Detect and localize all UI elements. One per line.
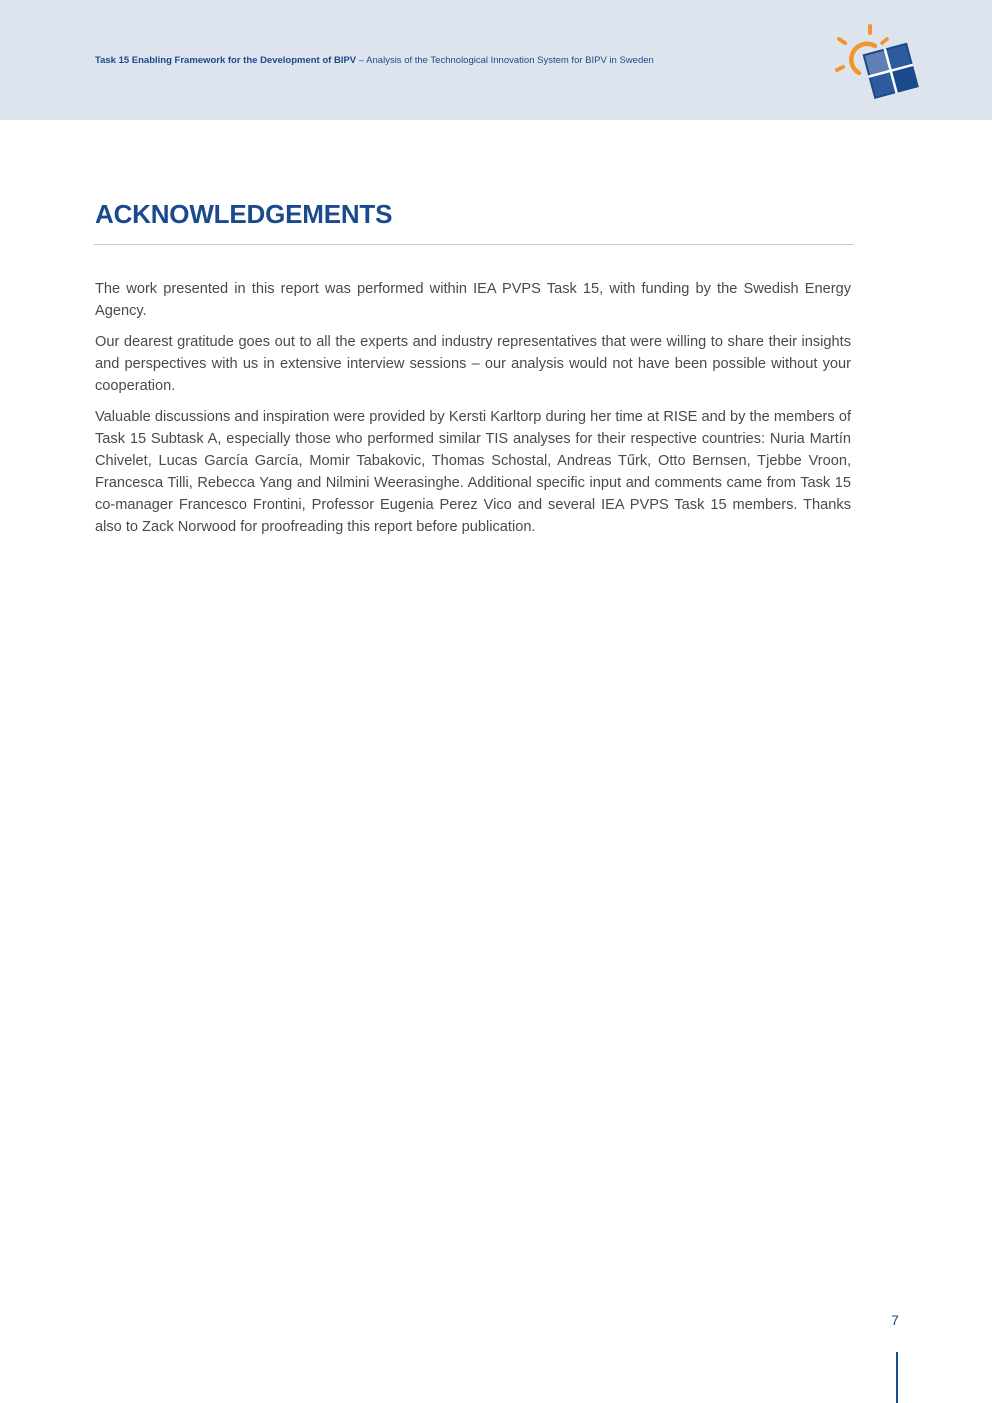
running-header [95,55,654,66]
page-heading: ACKNOWLEDGEMENTS [95,199,393,229]
body-text [95,278,851,547]
sun-solar-panel-logo-icon [832,22,922,102]
heading-divider [94,244,854,245]
footer-accent-bar [896,1352,898,1403]
running-header-subtitle: – Analysis of the Technological Innovation System for BIPV in Sweden [356,55,654,66]
header-band [0,0,992,120]
paragraph-funding: The work presented in this report was performed within IEA PVPS Task 15, with funding by the Swedish Energy Agency. [95,281,851,319]
page-number: 7 [891,1312,899,1328]
paragraph-gratitude: Our dearest gratitude goes out to all the experts and industry representatives that were willing to share their insights and perspectives with us in extensive interview sessions – our analysis would not have been possible without your cooperation. [95,334,851,394]
paragraph-contributors: Valuable discussions and inspiration were provided by Kersti Karltorp during her time at RISE and by the members of Task 15 Subtask A, especially those who performed similar TIS analyses for their respective countries: Nuria Martín Chivelet, Lucas García García, Momir Tabakovic, Thomas Schostal, Andreas Tűrk, Otto Bernsen, Tjebbe Vroon, Francesca Tilli, Rebecca Yang and Nilmini Weerasinghe. Additional specific input and comments came from Task 15 co-manager Francesco Frontini, Professor Eugenia Perez Vico and several IEA PVPS Task 15 members. Thanks also to Zack Norwood for proofreading this report before publication. [95,409,851,535]
running-header-bold: Task 15 Enabling Framework for the Development of BIPV [95,55,357,66]
